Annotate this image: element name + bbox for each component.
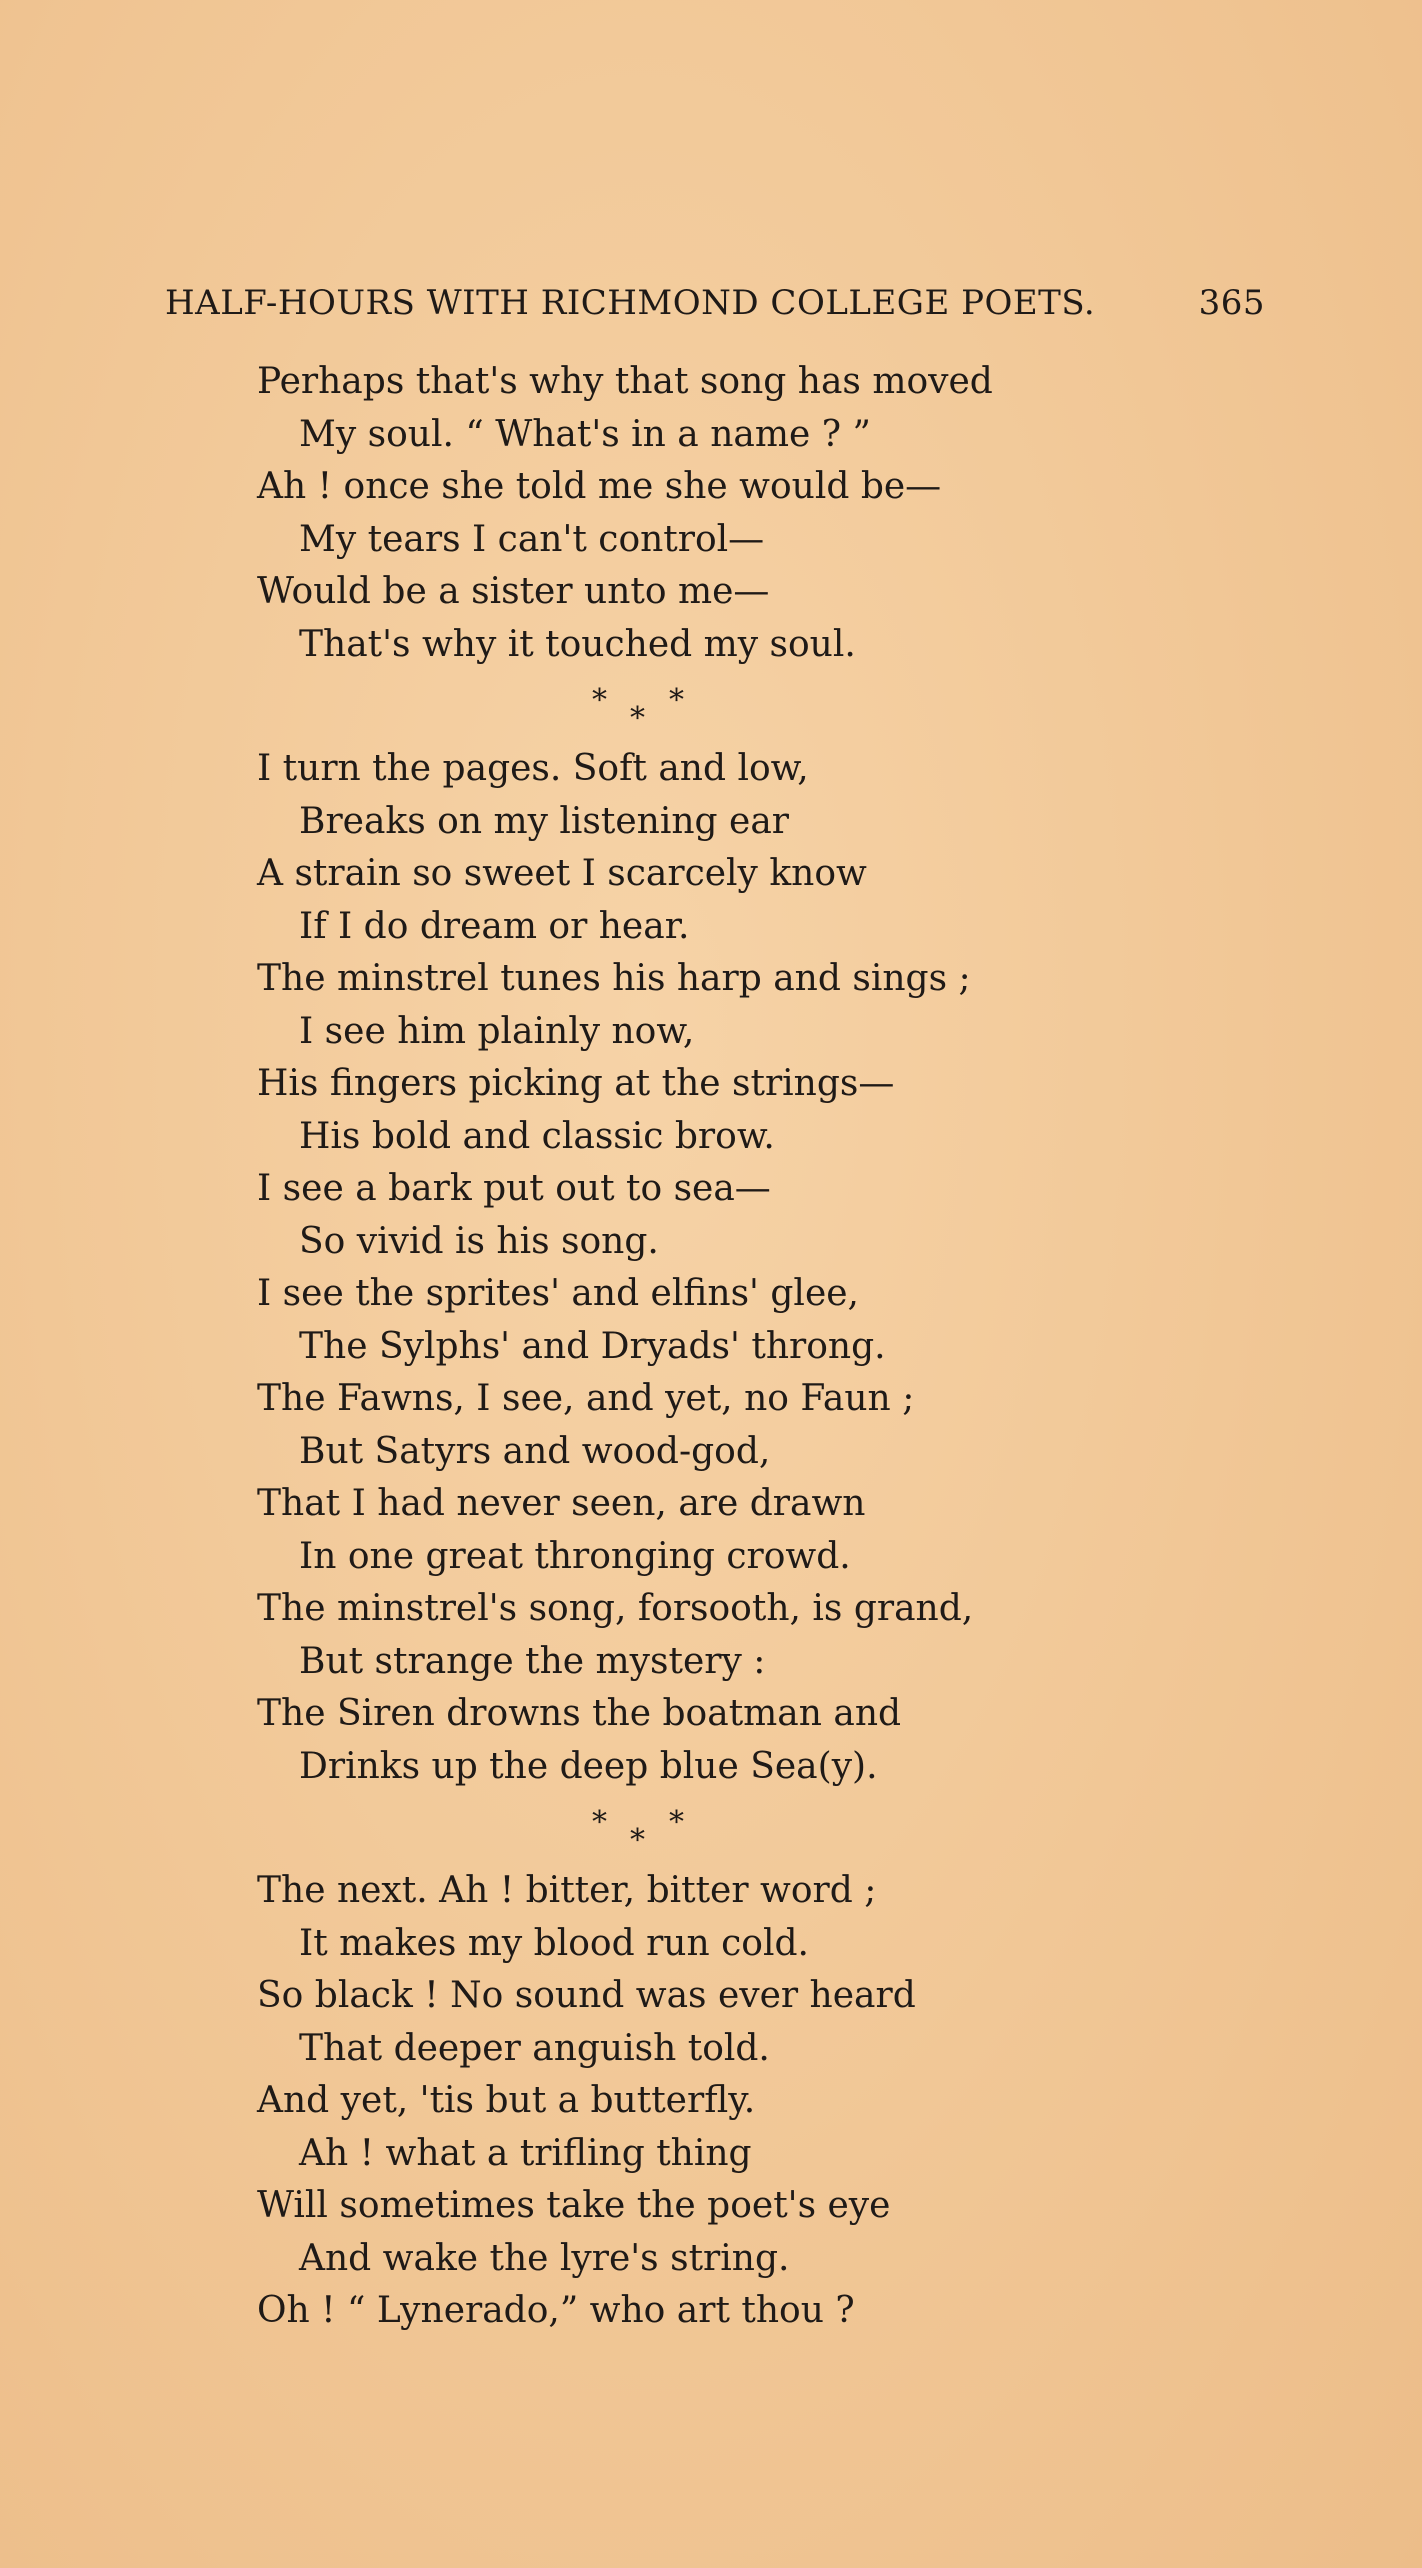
asterisk: * <box>669 1805 684 1840</box>
poem-line: In one great thronging crowd. <box>299 1535 851 1577</box>
stanza-3 <box>257 1865 1157 2338</box>
poem-line: And wake the lyre's string. <box>299 2237 790 2279</box>
poem-line: But Satyrs and wood-god, <box>299 1430 771 1472</box>
poem-line: The minstrel tunes his harp and sings ; <box>257 958 971 999</box>
poem-line: So vivid is his song. <box>299 1220 659 1262</box>
page-number: 365 <box>1198 283 1265 323</box>
poem-line: Breaks on my listening ear <box>299 800 790 842</box>
poem-line: My soul. “ What's in a name ? ” <box>299 413 871 455</box>
poem-line: I see a bark put out to sea— <box>257 1168 771 1209</box>
poem-line: Perhaps that's why that song has moved <box>257 361 993 402</box>
poem-line: The Fawns, I see, and yet, no Faun ; <box>257 1378 915 1419</box>
poem-line: My tears I can't control— <box>299 518 765 560</box>
poem-line: His bold and classic brow. <box>299 1115 775 1157</box>
poem-line: But strange the mystery : <box>299 1640 766 1682</box>
running-title: HALF-HOURS WITH RICHMOND COLLEGE POETS. <box>165 283 1096 323</box>
poem <box>257 356 1157 2338</box>
poem-line: Will sometimes take the poet's eye <box>257 2185 891 2226</box>
poem-line: The minstrel's song, forsooth, is grand, <box>257 1588 974 1629</box>
asterisk: * <box>669 683 684 718</box>
section-separator <box>257 1793 1157 1865</box>
asterisk: * <box>592 1805 607 1840</box>
poem-line: If I do dream or hear. <box>299 905 690 947</box>
poem-line: The Siren drowns the boatman and <box>257 1693 902 1734</box>
poem-line: Ah ! what a trifling thing <box>299 2132 752 2174</box>
poem-line: Ah ! once she told me she would be— <box>257 466 942 507</box>
poem-line: I see him plainly now, <box>299 1010 695 1052</box>
poem-line: And yet, 'tis but a butterfly. <box>257 2080 756 2121</box>
poem-line: A strain so sweet I scarcely know <box>257 853 867 894</box>
asterisk: * <box>592 683 607 718</box>
poem-line: I turn the pages. Soft and low, <box>257 748 809 789</box>
poem-line: It makes my blood run cold. <box>299 1922 809 1964</box>
poem-line: The next. Ah ! bitter, bitter word ; <box>257 1870 877 1911</box>
section-separator <box>257 671 1157 743</box>
poem-line: That's why it touched my soul. <box>299 623 856 665</box>
poem-line: Drinks up the deep blue Sea(y). <box>299 1745 878 1787</box>
poem-line: So black ! No sound was ever heard <box>257 1975 916 2016</box>
poem-line: Would be a sister unto me— <box>257 571 770 612</box>
poem-line: The Sylphs' and Dryads' throng. <box>299 1325 886 1367</box>
asterisk: * <box>630 1823 645 1858</box>
asterisk: * <box>630 701 645 736</box>
poem-line: That I had never seen, are drawn <box>257 1483 866 1524</box>
poem-line: That deeper anguish told. <box>299 2027 770 2069</box>
stanza-1 <box>257 356 1157 671</box>
stanza-2 <box>257 743 1157 1793</box>
poem-line: Oh ! “ Lynerado,” who art thou ? <box>257 2290 855 2331</box>
page-header <box>165 283 1265 329</box>
poem-line: His fingers picking at the strings— <box>257 1063 895 1104</box>
poem-line: I see the sprites' and elfins' glee, <box>257 1273 859 1314</box>
